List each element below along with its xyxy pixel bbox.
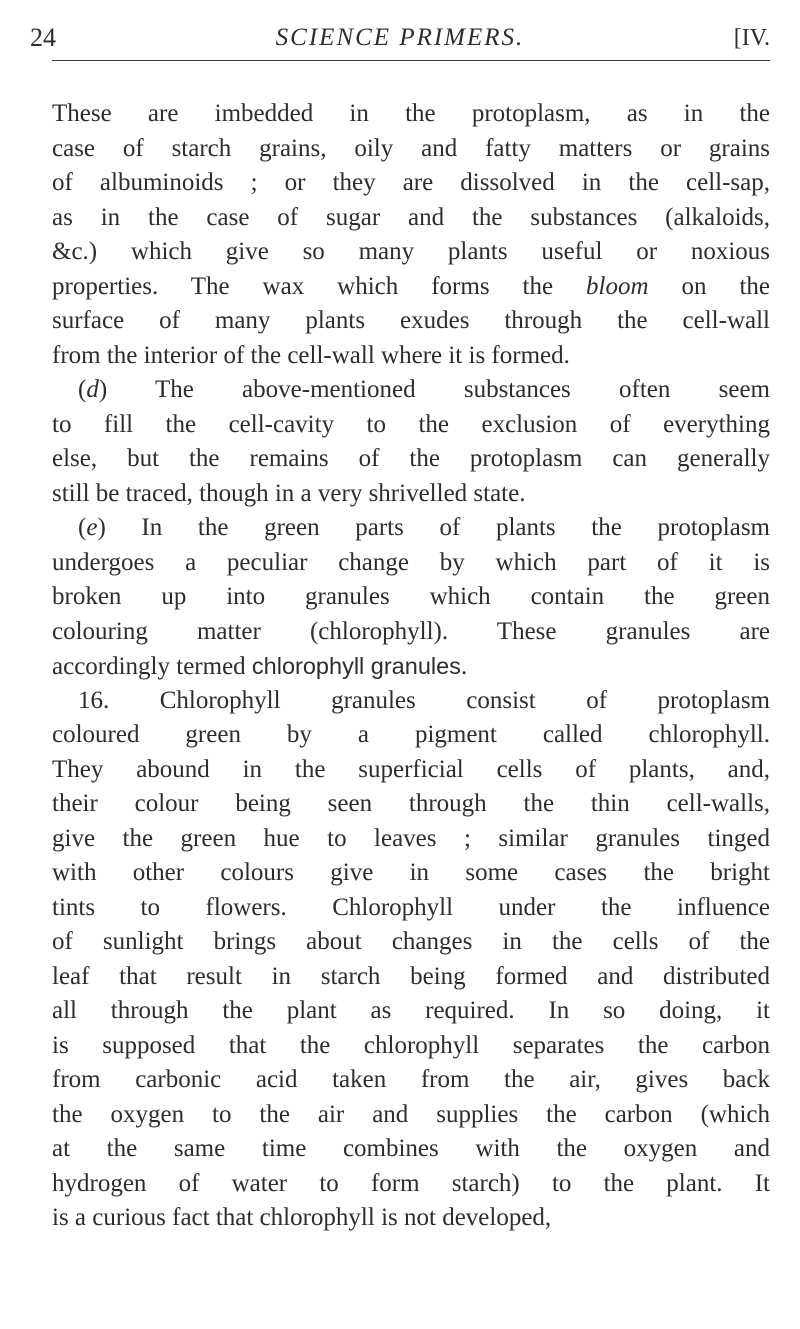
italic-text: d bbox=[86, 376, 99, 403]
text-line: surface of many plants exudes through the cell-wall bbox=[52, 307, 770, 334]
defined-term: chlorophyll granules bbox=[251, 653, 461, 679]
text-run: . bbox=[460, 653, 468, 680]
text-line: from the interior of the cell-wall where it is formed. bbox=[52, 341, 570, 369]
text-run: on the bbox=[648, 272, 770, 300]
text-line: at the same time combines with the oxygen and bbox=[52, 1135, 770, 1162]
text-line: They abound in the superficial cells of plants, and, bbox=[52, 755, 770, 783]
text-line: their colour being seen through the thin cell-walls, bbox=[52, 790, 770, 817]
text-line: is supposed that the chlorophyll separates the carbon bbox=[52, 1031, 770, 1059]
text-line bbox=[52, 511, 770, 546]
text-line: still be traced, though in a very shrivelled state. bbox=[52, 479, 526, 507]
italic-text: bloom bbox=[586, 272, 649, 300]
text-line: colouring matter (chlorophyll). These granules are bbox=[52, 617, 770, 645]
text-line: as in the case of sugar and the substances (alkaloids, bbox=[52, 203, 770, 231]
text-line: coloured green by a pigment called chlorophyll. bbox=[52, 721, 770, 748]
text-line: with other colours give in some cases the bright bbox=[52, 859, 770, 886]
text-line: else, but the remains of the protoplasm can generally bbox=[52, 445, 770, 472]
text-run: ( bbox=[78, 376, 87, 403]
running-head: SCIENCE PRIMERS. bbox=[275, 24, 525, 51]
text-line: broken up into granules which contain the green bbox=[52, 583, 770, 610]
text-run: properties. The wax which forms the bbox=[52, 272, 587, 300]
header-rule bbox=[52, 60, 770, 61]
text-line bbox=[52, 270, 770, 305]
text-run: accordingly termed bbox=[52, 653, 252, 680]
text-line bbox=[52, 373, 770, 408]
text-line: These are imbedded in the protoplasm, as in the bbox=[52, 100, 770, 127]
text-line: give the green hue to leaves ; similar granules tinged bbox=[52, 824, 770, 852]
text-run: ) The above-mentioned substances often seem bbox=[98, 376, 770, 403]
text-line: from carbonic acid taken from the air, gives back bbox=[52, 1066, 770, 1093]
body-text bbox=[52, 97, 770, 1236]
text-line: of albuminoids ; or they are dissolved in the cell-sap, bbox=[52, 169, 770, 196]
text-line: of sunlight brings about changes in the cells of the bbox=[52, 928, 770, 955]
text-line: leaf that result in starch being formed and distributed bbox=[52, 962, 770, 990]
text-line: &c.) which give so many plants useful or noxious bbox=[52, 238, 770, 265]
text-line: is a curious fact that chlorophyll is not developed, bbox=[52, 1204, 552, 1231]
text-line: undergoes a peculiar change by which part of it is bbox=[52, 548, 770, 576]
text-line: the oxygen to the air and supplies the carbon (which bbox=[52, 1100, 770, 1128]
text-run: ( bbox=[78, 514, 87, 541]
text-line: 16. Chlorophyll granules consist of protoplasm bbox=[78, 686, 770, 714]
text-line: case of starch grains, oily and fatty matters or grains bbox=[52, 134, 770, 162]
text-line: all through the plant as required. In so doing, it bbox=[52, 997, 770, 1024]
text-line: tints to flowers. Chlorophyll under the influence bbox=[52, 893, 770, 921]
page-number: 24 bbox=[30, 23, 56, 52]
italic-text: e bbox=[86, 514, 98, 541]
text-line: hydrogen of water to form starch) to the plant. It bbox=[52, 1169, 770, 1197]
text-run: ) In the green parts of plants the protoplasm bbox=[97, 514, 770, 541]
text-line bbox=[52, 649, 770, 684]
chapter-marker: [IV. bbox=[733, 25, 770, 51]
text-line: to fill the cell-cavity to the exclusion of everything bbox=[52, 410, 770, 438]
